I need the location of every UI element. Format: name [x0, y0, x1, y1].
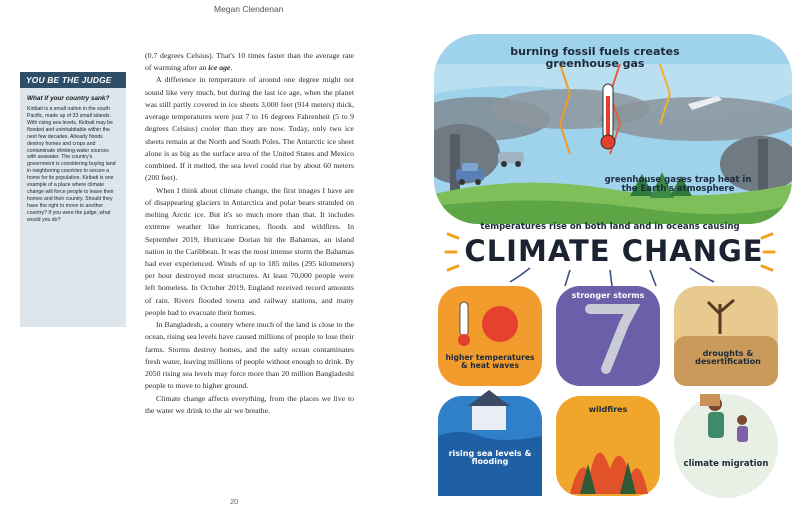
body-paragraph-1 — [145, 50, 354, 74]
climate-migration-tile — [674, 394, 778, 498]
fossil-fuels-label: burning fossil fuels creates greenhouse gas — [510, 45, 680, 70]
effect-arrows — [510, 268, 714, 286]
body-paragraph-1-text: (0.7 degrees Celsius). That's 10 times faster than the average rate of warming after an — [145, 51, 354, 73]
body-paragraph-3: When I think about climate change, the first images I have are of disappearing glaciers in Antarctica and polar bears stranded on melting Arctic ice. But it's so much more than that. It includes extreme weather like hurricanes, floods and wildfires. In September 2019, Hurricane Dorian hit the Bahamas, an island nation in the Caribbean. It was the most intense storm the Bahamas had ever experienced. Winds of up to 185 miles (295 kilometers) per hour destroyed most structures. At least 70,000 people were left homeless. In October 2019, England received record amounts of rain. Rivers flooded towns and railway stations, and many people had to evacuate their homes. — [145, 185, 354, 317]
heat-waves-label: higher temperatures & heat waves — [445, 353, 535, 370]
heat-waves-tile — [438, 286, 542, 386]
greenhouse-gases-label: greenhouse gases trap heat in the Earth's atmosphere — [604, 175, 752, 194]
climate-change-title: CLIMATE CHANGE — [464, 234, 764, 268]
flooding-tile — [438, 390, 542, 496]
flooding-label: rising sea levels & flooding — [448, 449, 532, 467]
body-paragraph-2: A difference in temperature of around one degree might not sound like very much, but during the last ice age, when the planet was still partly covered in ice sheets 3,000 feet (914 meters) thick, average temperatures were just 7 to 16 degrees Fahrenheit (5 to 9 degrees Celsius) cooler than they are now. Today, only two ice sheets remain at the North and South Poles. The Antarctic ice sheet alone is as big as the surface area of the United States and Mexico combined. If it melted, the sea level could rise by about 60 meters (200 feet). — [145, 75, 354, 183]
ice-age-term: ice age — [208, 63, 231, 73]
running-head-author: Megan Clendenan — [214, 4, 284, 14]
sidebar-heading: YOU BE THE JUDGE — [20, 72, 126, 88]
climate-migration-label: climate migration — [683, 459, 769, 469]
body-paragraph-1-end: . — [230, 63, 233, 73]
droughts-tile — [674, 286, 778, 386]
sidebar-body-text: Kiribati is a small nation in the south Pacific, made up of 33 small islands. With rising sea levels, Kiribati may be flooded and uninhabitable within the next few decades. Already floods destroy homes and crops and contaminate drinking-water sources with seawater. The country's government is considering buying land in neighboring countries to secure a home for its population. Kiribati is one example of a place where climate change will force people to leave their homes and their country. Should they have the right to move to another country? If you were the judge, what would you do? — [27, 105, 116, 224]
climate-change-infographic — [420, 24, 800, 504]
body-paragraph-4: In Bangladesh, a country where much of the land is close to the ocean, rising sea levels have caused millions of people to lose their farms. Storms destroy homes, and the salty ocean contaminates fresh water, leaving millions of people without enough to drink. By 2050 rising sea levels may force more than 20 million Bangladeshi people to move to higher ground. — [145, 320, 354, 391]
you-be-the-judge-sidebar — [20, 72, 126, 327]
body-paragraph-5: Climate change affects everything, from the places we live to the water we drink to the air we breathe. — [145, 393, 354, 415]
droughts-label: droughts & desertification — [695, 349, 761, 367]
stronger-storms-tile — [556, 286, 660, 386]
body-text-column — [145, 50, 354, 417]
temperatures-rise-label: temperatures rise on both land and in oceans causing — [480, 222, 740, 232]
stronger-storms-label: stronger storms — [571, 291, 645, 300]
sidebar-question: What if your country sank? — [27, 95, 110, 102]
wildfires-label: wildfires — [588, 405, 628, 414]
page-number: 20 — [230, 497, 239, 506]
